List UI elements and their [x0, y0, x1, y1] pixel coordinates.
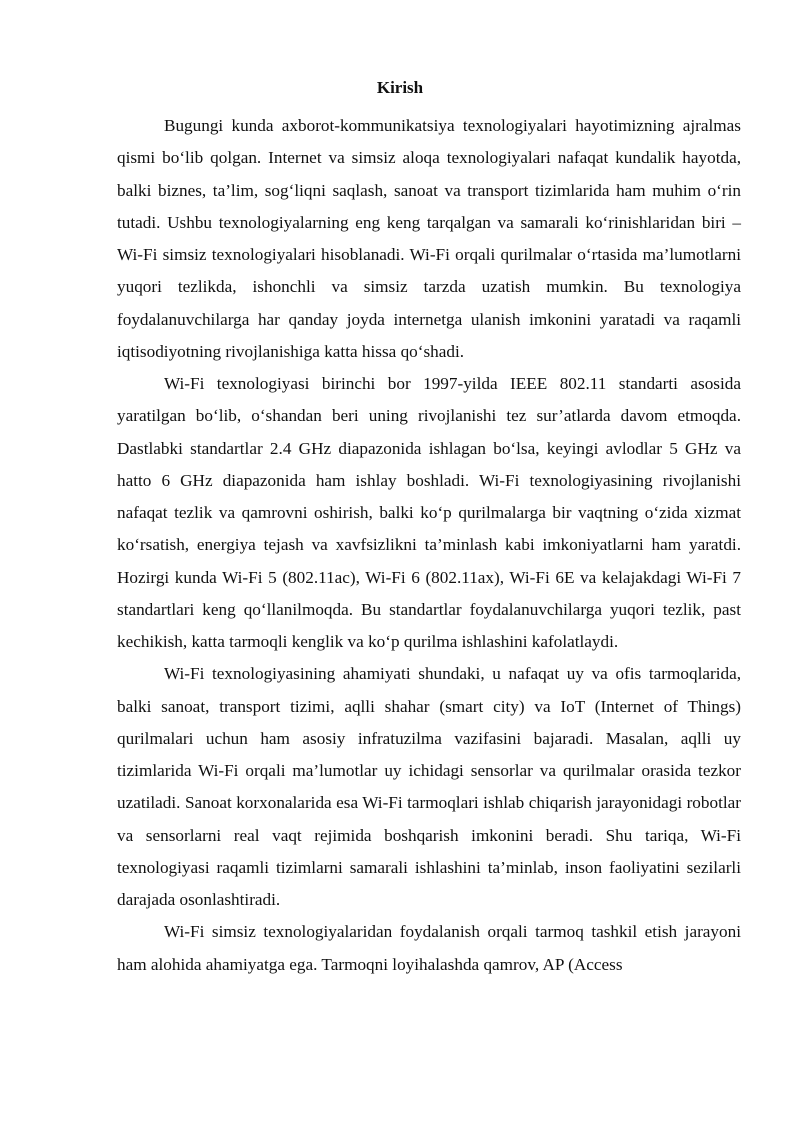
paragraph: Bugungi kunda axborot-kommunikatsiya texnologiyalari hayotimizning ajralmas qismi bo‘lib qolgan. Internet va simsiz aloqa texnologiyalari nafaqat kundalik hayotda, balki biznes, ta’lim, sog‘liqni saqlash, sanoat va transport tizimlarida ham muhim o‘rin tutadi. Ushbu texnologiyalarning eng keng tarqalgan va samarali ko‘rinishlaridan biri – Wi-Fi simsiz texnologiyalari hisoblanadi. Wi-Fi orqali qurilmalar o‘rtasida ma’lumotlarni yuqori tezlikda, ishonchli va simsiz tarzda uzatish mumkin. Bu texnologiya foydalanuvchilarga har qanday joyda internetga ulanish imkonini yaratadi va raqamli iqtisodiyotning rivojlanishiga katta hissa qo‘shadi.: [117, 116, 741, 361]
paragraph: Wi-Fi texnologiyasining ahamiyati shundaki, u nafaqat uy va ofis tarmoqlarida, balki sanoat, transport tizimi, aqlli shahar (smart city) va IoT (Internet of Things) qurilmalari uchun ham asosiy infratuzilma vazifasini bajaradi. Masalan, aqlli uy tizimlarida Wi-Fi orqali ma’lumotlar uy ichidagi sensorlar va qurilmalar orasida tezkor uzatiladi. Sanoat korxonalarida esa Wi-Fi tarmoqlari ishlab chiqarish jarayonidagi robotlar va sensorlarni real vaqt rejimida boshqarish imkonini beradi. Shu tariqa, Wi-Fi texnologiyasi raqamli tizimlarni samarali ishlashini ta’minlab, inson faoliyatini sezilarli darajada osonlashtiradi.: [117, 664, 741, 909]
paragraph: Wi-Fi simsiz texnologiyalaridan foydalanish orqali tarmoq tashkil etish jarayoni ham alohida ahamiyatga ega. Tarmoqni loyihalashda qamrov, AP (Access: [117, 922, 741, 974]
document-title: Kirish: [376, 78, 424, 97]
paragraph: Wi-Fi texnologiyasi birinchi bor 1997-yilda IEEE 802.11 standarti asosida yaratilgan bo‘lib, o‘shandan beri uning rivojlanishi tez sur’atlarda davom etmoqda. Dastlabki standartlar 2.4 GHz diapazonida ishlagan bo‘lsa, keyingi avlodlar 5 GHz va hatto 6 GHz diapazonida ham ishlay boshladi. Wi-Fi texnologiyasining rivojlanishi nafaqat tezlik va qamrovni oshirish, balki ko‘p qurilmalarga bir vaqtning o‘zida xizmat ko‘rsatish, energiya tejash va xavfsizlikni ta’minlash kabi imkoniyatlarni ham yaratdi. Hozirgi kunda Wi-Fi 5 (802.11ac), Wi-Fi 6 (802.11ax), Wi-Fi 6E va kelajakdagi Wi-Fi 7 standartlari keng qo‘llanilmoqda. Bu standartlar foydalanuvchilarga yuqori tezlik, past kechikish, katta tarmoqli kenglik va ko‘p qurilma ishlashini kafolatlaydi.: [117, 374, 741, 651]
document-body: [117, 110, 741, 981]
